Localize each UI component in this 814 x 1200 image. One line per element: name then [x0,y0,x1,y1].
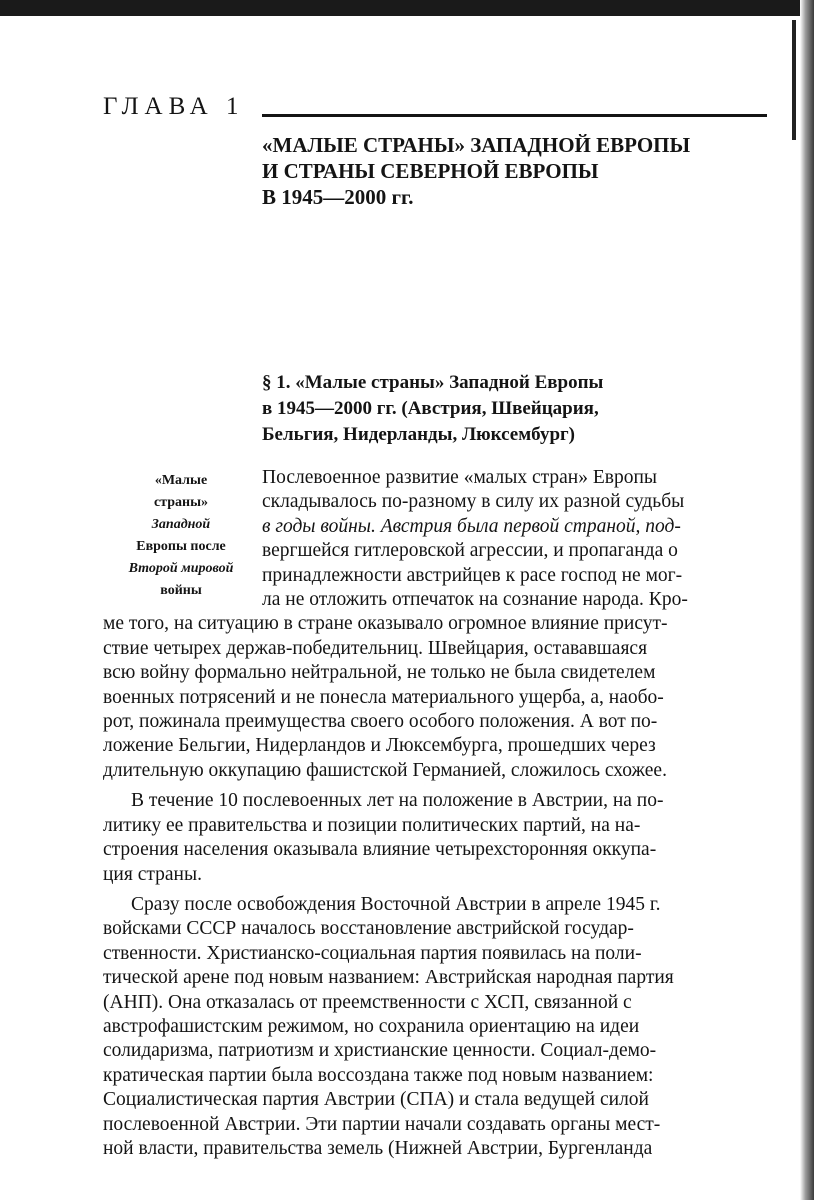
text-line: Социалистическая партия Австрии (СПА) и стала ведущей силой [103,1089,649,1111]
text-line: послевоенной Австрии. Эти партии начали создавать органы мест- [103,1113,661,1135]
text-line: вергшейся гитлеровской агрессии, и пропаганда о [262,540,678,562]
text-line: войсками СССР началось восстановление австрийской государ- [103,918,634,940]
text-line: всю войну формально нейтральной, не только не была свидетелем [103,662,656,684]
chapter-title [262,132,762,210]
text-line: литику ее правительства и позиции политических партий, на на- [103,814,641,836]
text-line: ственности. Христианско-социальная партия появилась на поли- [103,942,642,964]
text-line: кратическая партии была воссоздана также под новым названием: [103,1064,654,1086]
section-heading-line: § 1. «Малые страны» Западной Европы [262,372,604,393]
margin-note-line: «Малые [154,473,208,488]
chapter-label: ГЛАВА 1 [103,93,245,120]
text-line: ция страны. [103,863,202,885]
margin-note-line: войны [160,583,202,598]
text-line: ной власти, правительства земель (Нижней Австрии, Бургенланда [103,1137,653,1159]
text-line: рот, пожинала преимущества своего особого положения. А вот по- [103,711,658,733]
text-line: принадлежности австрийцев к расе господ не мог- [262,564,683,586]
text-line: ме того, на ситуацию в стране оказывало огромное влияние присут- [103,613,668,635]
section-heading-line: Бельгия, Нидерланды, Люксембург) [262,424,575,445]
text-line: военных потрясений и не понесла материального ущерба, а, наобо- [103,686,664,708]
paragraph-1 [103,466,768,783]
margin-note-line: Западной [151,517,211,532]
paragraph-2 [103,789,768,887]
margin-note-line: страны» [153,495,209,510]
margin-note-line: Второй мировой [128,561,234,576]
text-line: австрофашистским режимом, но сохранила ориентацию на идеи [103,1015,640,1037]
text-line: Послевоенное развитие «малых стран» Европы [262,467,657,488]
text-line: Сразу после освобождения Восточной Австрии в апреле 1945 г. [131,893,661,915]
text-line: тической арене под новым названием: Австрийская народная партия [103,967,674,989]
text-line: складывалось по-разному в силу их разной судьбы [262,491,685,513]
chapter-rule [262,114,767,117]
text-line: в годы войны. Австрия была первой страной, под- [262,515,681,537]
text-line: солидаризма, патриотизм и христианские ценности. Социал-демо- [103,1040,657,1062]
section-heading [262,370,762,448]
text-line: ложение Бельгии, Нидерландов и Люксембурга, прошедших через [103,735,656,757]
section-heading-line: в 1945—2000 гг. (Австрия, Швейцария, [262,398,599,419]
chapter-title-line: «МАЛЫЕ СТРАНЫ» ЗАПАДНОЙ ЕВРОПЫ [262,133,691,157]
text-line: ствие четырех держав-победительниц. Швейцария, остававшаяся [103,637,648,659]
chapter-title-line: И СТРАНЫ СЕВЕРНОЙ ЕВРОПЫ [262,159,599,183]
body-text [103,466,768,1161]
margin-note-line: Европы после [136,539,226,554]
text-line: длительную оккупацию фашистской Германией, сложилось схожее. [103,759,667,781]
text-line: (АНП). Она отказалась от преемственности с ХСП, связанной с [103,991,632,1013]
scan-mark [792,20,796,140]
paragraph-3 [103,893,768,1161]
scan-dark-edge-right [800,0,814,1200]
chapter-title-line: В 1945—2000 гг. [262,185,414,209]
text-line: ла не отложить отпечаток на сознание народа. Кро- [262,589,688,611]
text-line: строения населения оказывала влияние четырехсторонняя оккупа- [103,839,657,861]
text-line: В течение 10 послевоенных лет на положение в Австрии, на по- [131,790,664,812]
scan-dark-edge-top [0,0,814,16]
